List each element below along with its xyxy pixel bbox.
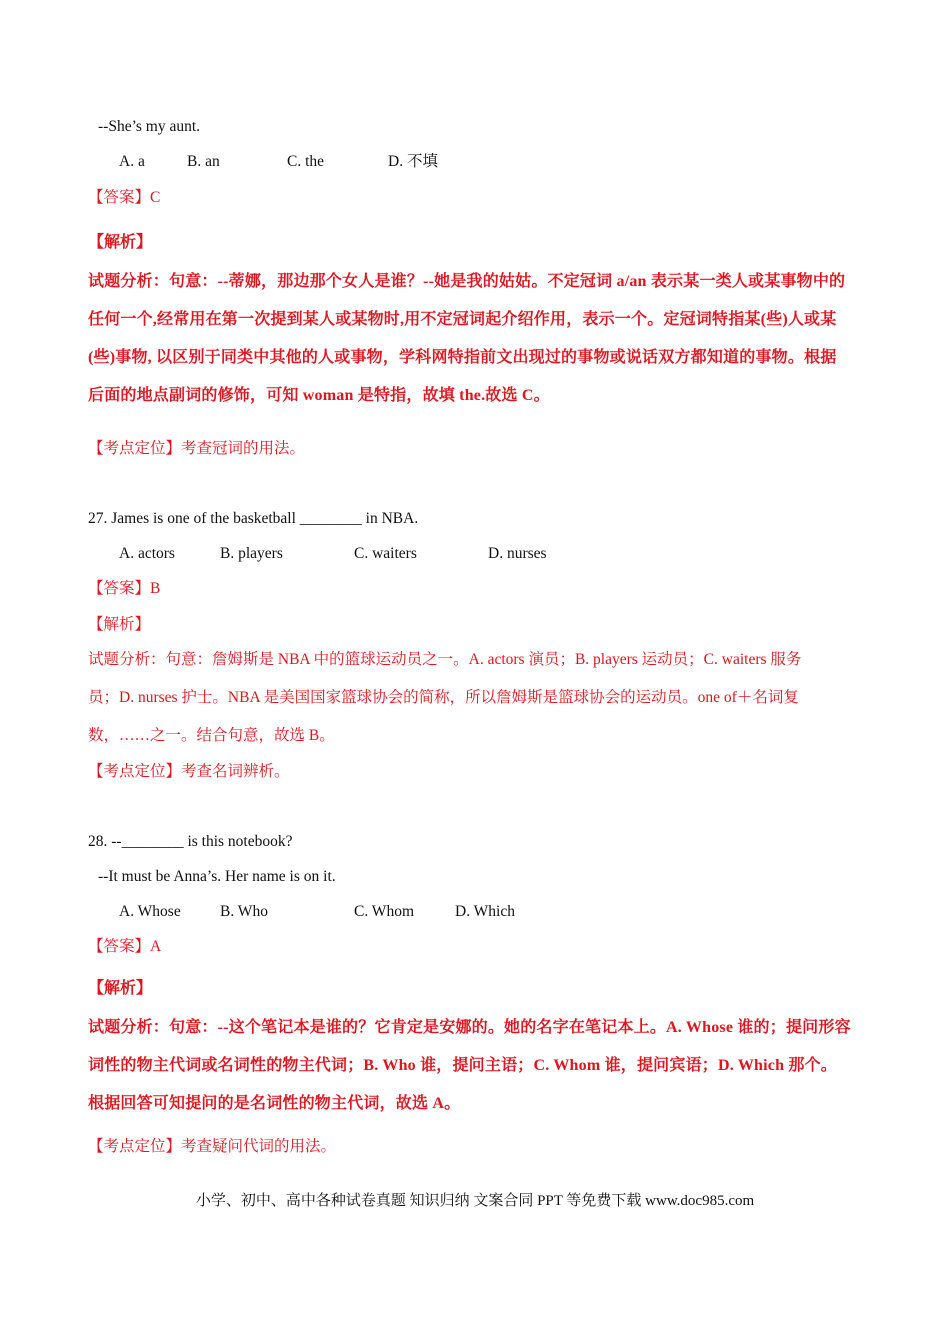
q28-kaodian: 【考点定位】考查疑问代词的用法。 — [88, 1138, 337, 1155]
q28-answer: 【答案】A — [88, 938, 162, 955]
q28-option-d: D. Which — [455, 903, 515, 920]
q27-analysis-line-1: 试题分析：句意：詹姆斯是 NBA 中的篮球运动员之一。A. actors 演员；B. players 运动员；C. waiters 服务 — [88, 651, 802, 668]
q26-analysis-heading: 【解析】 — [88, 234, 153, 251]
q28-answer-line: --It must be Anna’s. Her name is on it. — [98, 868, 336, 885]
q27-analysis-heading: 【解析】 — [88, 616, 151, 633]
q26-option-c: C. the — [287, 153, 325, 170]
q27-option-a: A. actors — [119, 545, 175, 562]
q27-analysis-line-3: 数，……之一。结合句意，故选 B。 — [88, 727, 335, 744]
page-footer: 小学、初中、高中各种试卷真题 知识归纳 文案合同 PPT 等免费下载 www.doc985.com — [195, 1193, 755, 1209]
q26-kaodian: 【考点定位】考查冠词的用法。 — [88, 440, 306, 457]
q28-option-c: C. Whom — [354, 903, 414, 920]
q27-option-c: C. waiters — [354, 545, 417, 562]
q28-analysis-line-1: 试题分析：句意：--这个笔记本是谁的？它肯定是安娜的。她的名字在笔记本上。A. Whose 谁的；提问形容 — [88, 1019, 851, 1036]
q26-option-a: A. a — [119, 153, 145, 170]
q26-option-b: B. an — [187, 153, 220, 170]
q27-question: 27. James is one of the basketball ________ in NBA. — [88, 510, 419, 527]
q28-analysis-line-3: 根据回答可知提问的是名词性的物主代词，故选 A。 — [88, 1095, 461, 1112]
q28-option-a: A. Whose — [119, 903, 181, 920]
q28-analysis-heading: 【解析】 — [88, 980, 153, 997]
q28-question: 28. --________ is this notebook? — [88, 833, 293, 850]
q26-analysis-line-4: 后面的地点副词的修饰，可知 woman 是特指，故填 the.故选 C。 — [88, 387, 550, 404]
q27-option-d: D. nurses — [488, 545, 547, 562]
q27-answer: 【答案】B — [88, 580, 161, 597]
q26-answer: 【答案】C — [88, 189, 161, 206]
q26-answer-line: --She’s my aunt. — [98, 118, 201, 135]
q27-option-b: B. players — [220, 545, 283, 562]
q26-option-d: D. 不填 — [388, 153, 438, 170]
q27-kaodian: 【考点定位】考查名词辨析。 — [88, 763, 290, 780]
q28-option-b: B. Who — [220, 903, 268, 920]
q26-analysis-line-2: 任何一个,经常用在第一次提到某人或某物时,用不定冠词起介绍作用，表示一个。定冠词特指某(些)人或某 — [88, 311, 837, 328]
q28-analysis-line-2: 词性的物主代词或名词性的物主代词；B. Who 谁，提问主语；C. Whom 谁，提问宾语；D. Which 那个。 — [88, 1057, 837, 1074]
q26-analysis-line-3: (些)事物, 以区别于同类中其他的人或事物，学科网特指前文出现过的事物或说话双方都知道的事物。根据 — [88, 349, 837, 366]
q27-analysis-line-2: 员；D. nurses 护士。NBA 是美国国家篮球协会的简称，所以詹姆斯是篮球协会的运动员。one of＋名词复 — [88, 689, 799, 706]
q26-analysis-line-1: 试题分析：句意：--蒂娜，那边那个女人是谁？--她是我的姑姑。不定冠词 a/an 表示某一类人或某事物中的 — [88, 273, 846, 290]
